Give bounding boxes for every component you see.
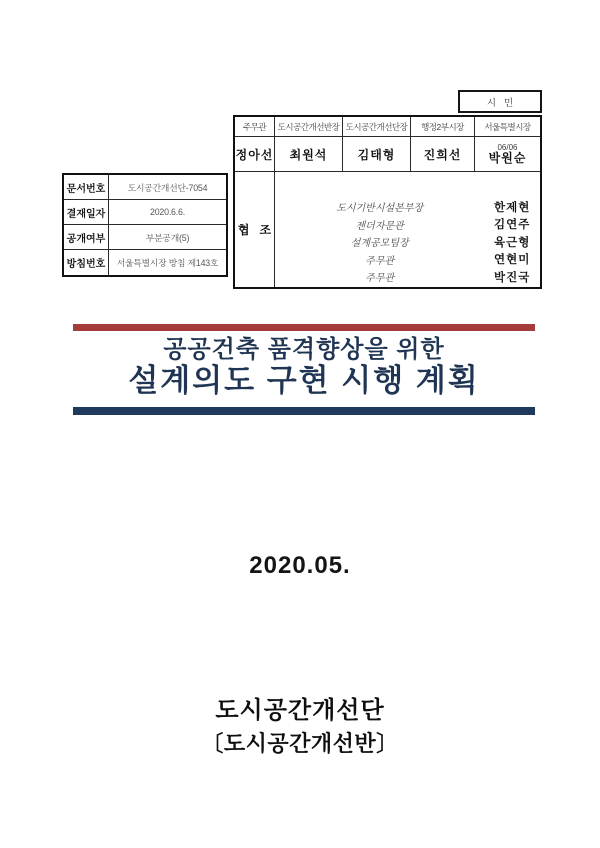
disclosure-grade-label: 시 민 [486,97,514,109]
title-main: 설계의도 구현 시행 계획 [128,363,480,399]
disclosure-status-value: 부분공개(5) [109,225,226,250]
title-block [73,324,535,415]
cooperation-name: 한제현 [494,201,531,214]
cooperation-row [275,233,540,251]
cooperation-title: 주무관 [365,255,395,267]
signature-mayor-date: 06/06 [497,142,518,152]
doc-number-value: 도시공간개선단-7054 [109,175,226,200]
doc-info-table [62,173,228,277]
approval-header-mayor: 서울특별시장 [475,117,540,137]
policy-number-label: 방침번호 [64,250,109,275]
signature-mayor [475,137,540,172]
cooperation-name: 김연주 [494,219,531,232]
cooperation-row [275,268,540,286]
approval-header-division-head: 도시공간개선단장 [343,117,411,137]
approval-date-label: 결재일자 [64,200,109,225]
policy-number-value: 서울특별시장 방침 제143호 [116,258,219,268]
cooperation-title: 설계공모팀장 [350,238,409,250]
approval-header-vice-mayor: 행정2부시장 [411,117,475,137]
title-top-bar [73,324,535,331]
doc-number-label: 문서번호 [64,175,109,200]
cooperation-name: 박진국 [494,271,531,284]
cooperation-list [275,172,540,287]
title-subtitle: 공공건축 품격향상을 위한 [163,336,445,363]
approval-header-staff: 주무관 [235,117,275,137]
signature-team-leader: 최원석 [275,137,343,172]
cooperation-title: 젠더자문관 [355,220,404,232]
cooperation-label: 협 조 [235,172,275,287]
cooperation-name: 육근형 [494,236,531,249]
signature-staff: 정아선 [235,137,275,172]
cooperation-name: 연현미 [494,254,531,267]
cooperation-row [275,198,540,216]
organization-block [0,698,600,758]
cover-date: 2020.05. [249,552,351,579]
title-bottom-bar [73,407,535,415]
approval-table [233,115,542,289]
cooperation-row [275,251,540,269]
approval-header-team-leader: 도시공간개선반장 [275,117,343,137]
organization-sub-name: 〔도시공간개선반〕 [201,731,399,757]
disclosure-status-label: 공개여부 [64,225,109,250]
cooperation-title: 도시기반시설본부장 [336,203,424,215]
disclosure-grade-box [458,90,542,113]
signature-division-head: 김태형 [343,137,411,172]
organization-name: 도시공간개선단 [215,697,385,724]
cooperation-title: 주무관 [365,273,395,285]
signature-mayor-name: 박원순 [488,150,527,165]
approval-date-value: 2020.6.6. [109,200,226,225]
cooperation-row [275,216,540,234]
signature-vice-mayor: 진희선 [411,137,475,172]
